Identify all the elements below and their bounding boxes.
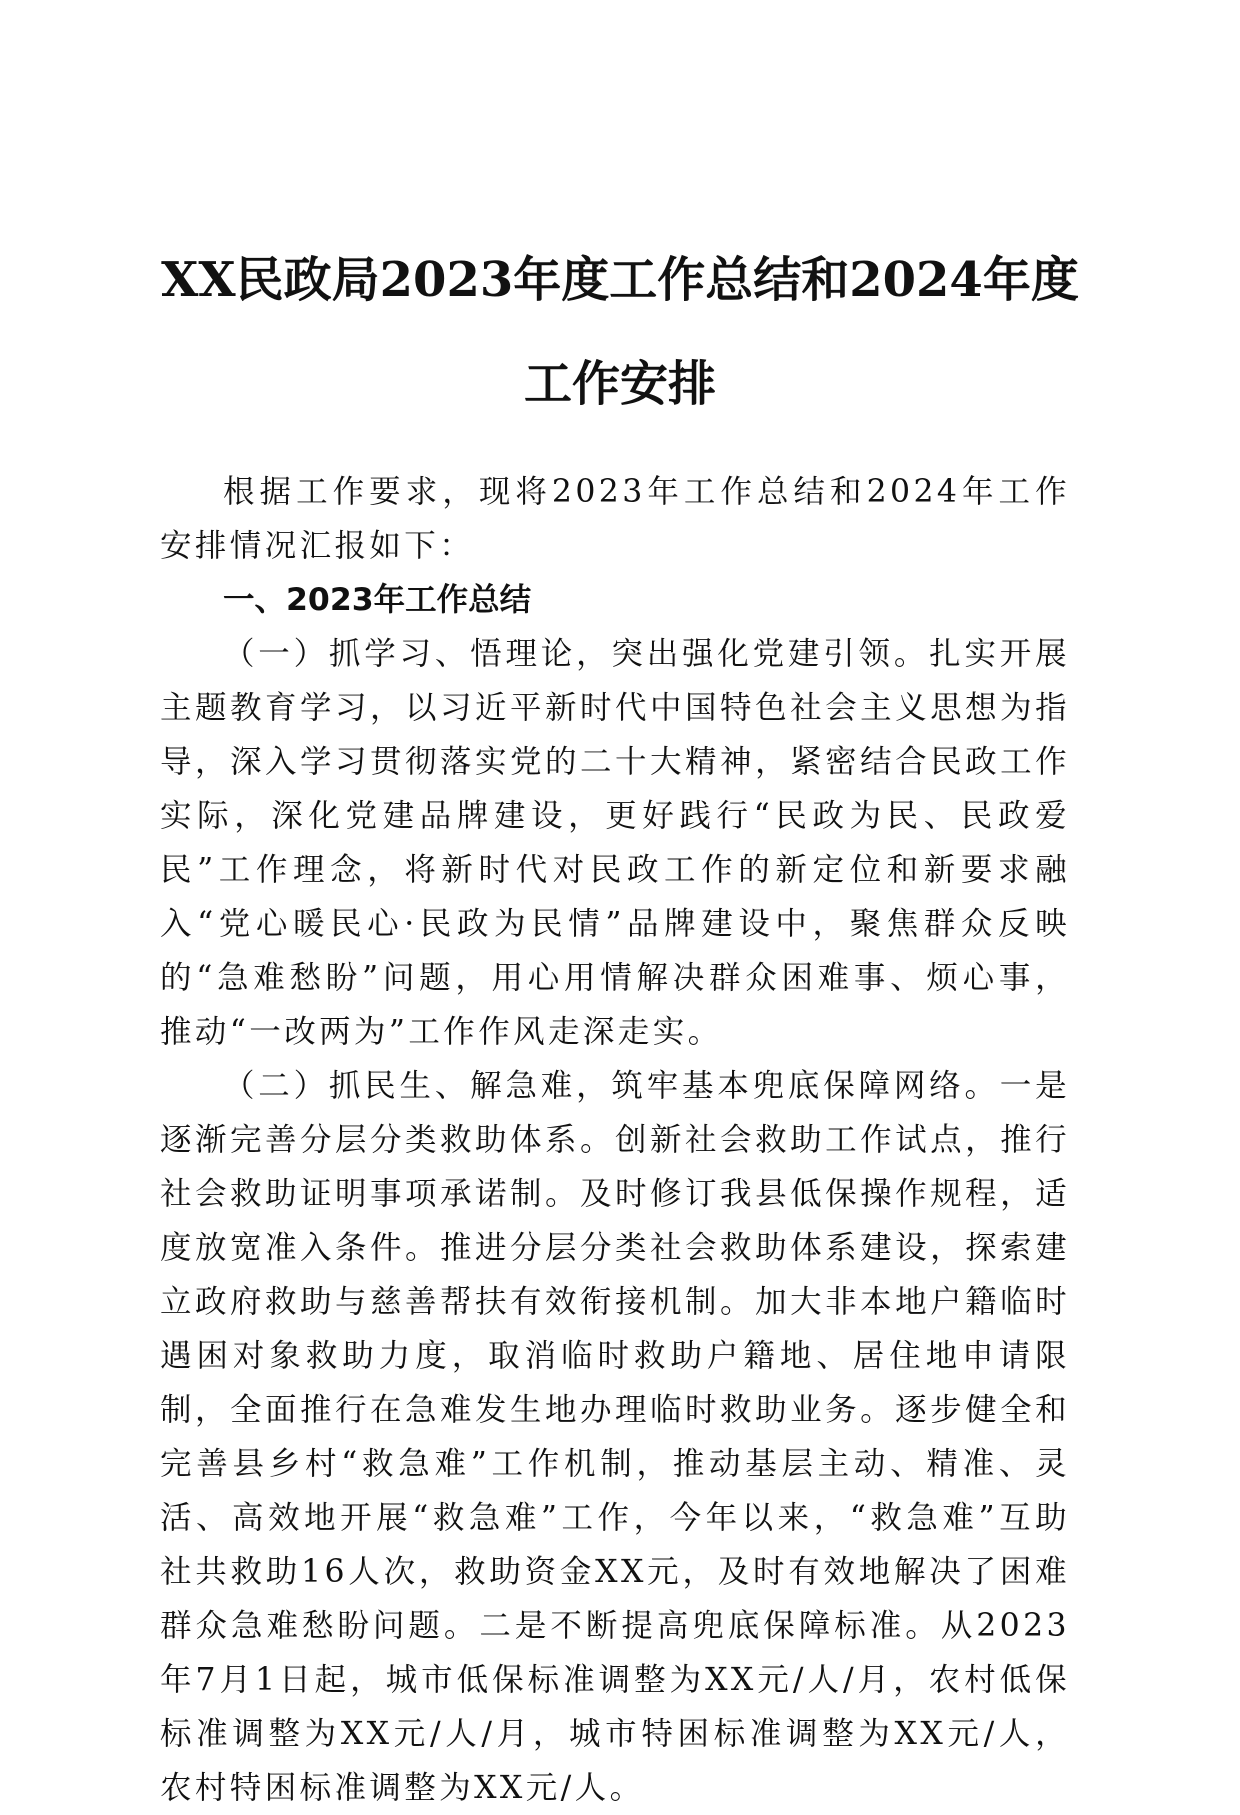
intro-paragraph: 根据工作要求，现将2023年工作总结和2024年工作安排情况汇报如下： xyxy=(160,474,1070,564)
document-body xyxy=(160,465,1070,1815)
body-paragraph: （二）抓民生、解急难，筑牢基本兜底保障网络。一是逐渐完善分层分类救助体系。创新社会救助工作试点，推行社会救助证明事项承诺制。及时修订我县低保操作规程，适度放宽准入条件。推进分层分类社会救助体系建设，探索建立政府救助与慈善帮扶有效衔接机制。加大非本地户籍临时遇困对象救助力度，取消临时救助户籍地、居住地申请限制，全面推行在急难发生地办理临时救助业务。逐步健全和完善县乡村“救急难”工作机制，推动基层主动、精准、灵活、高效地开展“救急难”工作，今年以来，“救急难”互助社共救助16人次，救助资金XX元，及时有效地解决了困难群众急难愁盼问题。二是不断提高兜底保障标准。从2023年7月1日起，城市低保标准调整为XX元/人/月，农村低保标准调整为XX元/人/月，城市特困标准调整为XX元/人，农村特困标准调整为XX元/人。 xyxy=(160,1068,1070,1806)
body-paragraph: （一）抓学习、悟理论，突出强化党建引领。扎实开展主题教育学习，以习近平新时代中国特色社会主义思想为指导，深入学习贯彻落实党的二十大精神，紧密结合民政工作实际，深化党建品牌建设，更好践行“民政为民、民政爱民”工作理念，将新时代对民政工作的新定位和新要求融入“党心暖民心·民政为民情”品牌建设中，聚焦群众反映的“急难愁盼”问题，用心用情解决群众困难事、烦心事，推动“一改两为”工作作风走深走实。 xyxy=(160,636,1070,1050)
section-heading: 一、2023年工作总结 xyxy=(223,582,532,618)
document-title: XX民政局2023年度工作总结和2024年度工作安排 xyxy=(161,252,1079,412)
